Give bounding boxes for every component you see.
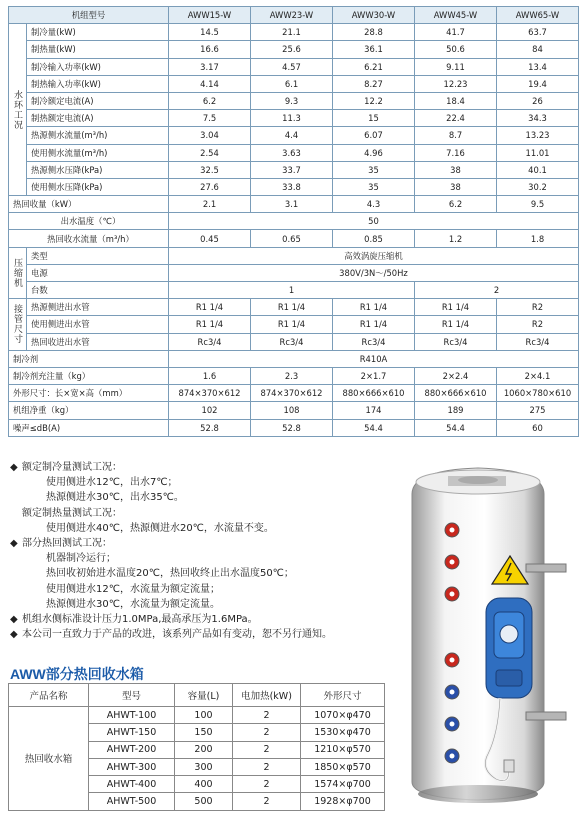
spec-value: 102 (169, 402, 251, 419)
spec-value: 高效涡旋压缩机 (169, 247, 579, 264)
row-label: 外形尺寸：长×宽×高（mm） (9, 385, 169, 402)
spec-value: 11.3 (251, 110, 333, 127)
row-label: 热回收进出水管 (27, 333, 169, 350)
note-line (10, 582, 410, 597)
spec-value: 2.1 (169, 196, 251, 213)
spec-value: 880×666×610 (415, 385, 497, 402)
spec-value: 4.96 (333, 144, 415, 161)
spec-value: 54.4 (415, 419, 497, 436)
note-text: 使用侧进水40℃，热源侧进水20℃，水流量不变。 (46, 522, 274, 534)
spec-row (9, 247, 579, 264)
spec-value: R1 1/4 (415, 299, 497, 316)
spec-value: 2×2.4 (415, 367, 497, 384)
water-tank-image (400, 464, 570, 812)
bullet-icon: ◆ (10, 629, 18, 641)
spec-value: 275 (497, 402, 579, 419)
spec-value: R1 1/4 (415, 316, 497, 333)
spec-value: 21.1 (251, 24, 333, 41)
spec-row (9, 75, 579, 92)
row-label: 制热额定电流(A) (27, 110, 169, 127)
spec-value: 8.27 (333, 75, 415, 92)
spec-row (9, 178, 579, 195)
row-label: 使用侧水流量(m³/h) (27, 144, 169, 161)
note-line (10, 627, 410, 642)
model-header-label: 机组型号 (9, 7, 169, 24)
spec-value: 9.11 (415, 58, 497, 75)
row-label: 热源侧水压降(kPa) (27, 161, 169, 178)
spec-value: R1 1/4 (333, 316, 415, 333)
tank-cell: AHWT-500 (89, 793, 175, 810)
model-header: AWW23-W (251, 7, 333, 24)
spec-value: 189 (415, 402, 497, 419)
note-text: 热源侧进水30℃，水流量为额定流量。 (46, 598, 220, 610)
note-text: 使用侧进水12℃，出水7℃； (46, 477, 178, 489)
tank-cell: 1070×φ470 (301, 707, 385, 724)
tank-row (9, 707, 385, 724)
spec-value: 16.6 (169, 41, 251, 58)
spec-value: 13.4 (497, 58, 579, 75)
spec-value: Rc3/4 (497, 333, 579, 350)
tank-cell: 200 (175, 741, 233, 758)
spec-value: 36.1 (333, 41, 415, 58)
spec-value: 3.1 (251, 196, 333, 213)
mount-bracket-bottom (526, 712, 566, 720)
tank-cell: 2 (233, 724, 301, 741)
spec-value: 6.1 (251, 75, 333, 92)
spec-value: 18.4 (415, 92, 497, 109)
spec-value: 28.8 (333, 24, 415, 41)
note-line (10, 551, 410, 566)
tank-cell: AHWT-150 (89, 724, 175, 741)
spec-value: 2×1.7 (333, 367, 415, 384)
spec-row (9, 7, 579, 24)
spec-value: 34.3 (497, 110, 579, 127)
spec-value: 14.5 (169, 24, 251, 41)
spec-row (9, 316, 579, 333)
spec-value: 0.65 (251, 230, 333, 247)
note-text: 额定制冷量测试工况： (22, 462, 122, 473)
spec-row (9, 333, 579, 350)
note-line (10, 597, 410, 612)
spec-row (9, 402, 579, 419)
row-label: 制冷剂充注量（kg） (9, 367, 169, 384)
note-text: 热源侧进水30℃，出水35℃。 (46, 492, 184, 504)
tank-header-row (9, 684, 385, 707)
thermostat-control-icon (486, 598, 532, 698)
spec-value: R1 1/4 (169, 299, 251, 316)
tank-header: 外形尺寸 (301, 684, 385, 707)
note-line (10, 490, 410, 505)
row-label: 使用侧水压降(kPa) (27, 178, 169, 195)
spec-value: 52.8 (251, 419, 333, 436)
spec-value: 12.23 (415, 75, 497, 92)
tank-cell: AHWT-400 (89, 776, 175, 793)
spec-value: R2 (497, 316, 579, 333)
row-label: 噪声≤dB(A) (9, 419, 169, 436)
row-label: 热回收水流量（m³/h） (9, 230, 169, 247)
spec-value: 4.3 (333, 196, 415, 213)
spec-value: 19.4 (497, 75, 579, 92)
spec-value: 50 (169, 213, 579, 230)
spec-value: 174 (333, 402, 415, 419)
spec-value: 0.45 (169, 230, 251, 247)
spec-value: 11.01 (497, 144, 579, 161)
spec-value: 50.6 (415, 41, 497, 58)
tank-cell: 1530×φ470 (301, 724, 385, 741)
spec-row (9, 127, 579, 144)
spec-value: 874×370×612 (169, 385, 251, 402)
tank-cell: 2 (233, 741, 301, 758)
tank-cell: 150 (175, 724, 233, 741)
spec-value: 1.6 (169, 367, 251, 384)
note-line (10, 475, 410, 490)
spec-value: R1 1/4 (169, 316, 251, 333)
row-label: 制冷量(kW) (27, 24, 169, 41)
tank-cell: 2 (233, 758, 301, 775)
tank-cell: 2 (233, 776, 301, 793)
note-text: 机器制冷运行； (46, 553, 116, 565)
tank-header: 产品名称 (9, 684, 89, 707)
tank-cell: 2 (233, 793, 301, 810)
spec-value: 9.5 (497, 196, 579, 213)
spec-value: 1.8 (497, 230, 579, 247)
tank-cell: 100 (175, 707, 233, 724)
spec-value: R1 1/4 (333, 299, 415, 316)
spec-value: 2 (415, 282, 579, 299)
model-header: AWW65-W (497, 7, 579, 24)
spec-value: 3.63 (251, 144, 333, 161)
spec-value: 54.4 (333, 419, 415, 436)
spec-value: 15 (333, 110, 415, 127)
tank-cell: 1574×φ700 (301, 776, 385, 793)
row-label: 热源侧水流量(m³/h) (27, 127, 169, 144)
tank-cell: AHWT-200 (89, 741, 175, 758)
spec-value: Rc3/4 (251, 333, 333, 350)
spec-value: 108 (251, 402, 333, 419)
spec-value: 38 (415, 161, 497, 178)
spec-value: 4.14 (169, 75, 251, 92)
tank-cell: 400 (175, 776, 233, 793)
spec-row (9, 264, 579, 281)
spec-value: 1 (169, 282, 415, 299)
spec-value: 60 (497, 419, 579, 436)
spec-value: 63.7 (497, 24, 579, 41)
tank-product-name: 热回收水箱 (9, 707, 89, 811)
spec-row (9, 282, 579, 299)
model-header: AWW30-W (333, 7, 415, 24)
row-label: 制冷剂 (9, 350, 169, 367)
spec-value: 32.5 (169, 161, 251, 178)
group-label-compressor: 压缩机 (9, 247, 27, 299)
spec-value: 26 (497, 92, 579, 109)
tank-cell: AHWT-100 (89, 707, 175, 724)
tank-cell: 300 (175, 758, 233, 775)
row-label: 制冷输入功率(kW) (27, 58, 169, 75)
spec-value: Rc3/4 (333, 333, 415, 350)
spec-value: 0.85 (333, 230, 415, 247)
note-line (10, 506, 410, 521)
spec-row (9, 196, 579, 213)
spec-value: 8.7 (415, 127, 497, 144)
row-label: 机组净重（kg） (9, 402, 169, 419)
bullet-icon: ◆ (10, 462, 18, 473)
note-line (10, 612, 410, 627)
note-text: 额定制热量测试工况： (22, 507, 122, 519)
group-label-pipes: 接管尺寸 (9, 299, 27, 351)
spec-value: R410A (169, 350, 579, 367)
spec-row (9, 110, 579, 127)
spec-value: 1060×780×610 (497, 385, 579, 402)
spec-value: Rc3/4 (169, 333, 251, 350)
spec-value: 7.16 (415, 144, 497, 161)
row-label: 热源侧进出水管 (27, 299, 169, 316)
spec-value: 33.7 (251, 161, 333, 178)
note-text: 热回收初始进水温度20℃，热回收终止出水温度50℃； (46, 568, 294, 580)
spec-row (9, 367, 579, 384)
spec-value: 3.17 (169, 58, 251, 75)
spec-value: R1 1/4 (251, 299, 333, 316)
spec-table (8, 6, 579, 437)
spec-value: 27.6 (169, 178, 251, 195)
row-label: 制冷额定电流(A) (27, 92, 169, 109)
spec-row (9, 24, 579, 41)
spec-value: 12.2 (333, 92, 415, 109)
spec-value: 874×370×612 (251, 385, 333, 402)
row-label: 出水温度（℃） (9, 213, 169, 230)
spec-value: 380V/3N～/50Hz (169, 264, 579, 281)
spec-row (9, 213, 579, 230)
spec-value: 6.07 (333, 127, 415, 144)
tank-bottom-cap (418, 785, 538, 803)
tank-cell: 1850×φ570 (301, 758, 385, 775)
bullet-icon: ◆ (10, 538, 18, 550)
tank-cell: 500 (175, 793, 233, 810)
spec-value: 6.2 (169, 92, 251, 109)
spec-value: 13.23 (497, 127, 579, 144)
tank-header: 型号 (89, 684, 175, 707)
spec-value: 40.1 (497, 161, 579, 178)
row-label: 电源 (27, 264, 169, 281)
spec-value: 6.2 (415, 196, 497, 213)
spec-row (9, 385, 579, 402)
spec-value: 35 (333, 161, 415, 178)
row-label: 使用侧进出水管 (27, 316, 169, 333)
model-header: AWW45-W (415, 7, 497, 24)
tank-cell: AHWT-300 (89, 758, 175, 775)
note-text: 本公司一直致力于产品的改进，该系列产品如有变动，恕不另行通知。 (22, 629, 332, 641)
spec-row (9, 144, 579, 161)
note-line (10, 536, 410, 551)
note-text: 机组水侧标准设计压力1.0MPa,最高承压为1.6MPa。 (22, 614, 258, 626)
row-label: 制热量(kW) (27, 41, 169, 58)
tank-cell: 2 (233, 707, 301, 724)
spec-value: 1.2 (415, 230, 497, 247)
tank-table (8, 683, 385, 811)
group-label-water: 水环工况 (9, 24, 27, 196)
spec-value: 2.54 (169, 144, 251, 161)
note-line (10, 460, 410, 475)
spec-value: 9.3 (251, 92, 333, 109)
spec-value: 880×666×610 (333, 385, 415, 402)
spec-value: 2.3 (251, 367, 333, 384)
spec-value: 25.6 (251, 41, 333, 58)
spec-value: 35 (333, 178, 415, 195)
spec-value: 30.2 (497, 178, 579, 195)
spec-value: 33.8 (251, 178, 333, 195)
spec-value: Rc3/4 (415, 333, 497, 350)
tank-header: 容量(L) (175, 684, 233, 707)
note-line (10, 566, 410, 581)
spec-value: 7.5 (169, 110, 251, 127)
spec-value: 41.7 (415, 24, 497, 41)
tank-cell: 1210×φ570 (301, 741, 385, 758)
spec-row (9, 41, 579, 58)
note-text: 部分热回测试工况： (22, 538, 112, 550)
spec-value: 3.04 (169, 127, 251, 144)
mount-bracket-top (526, 564, 566, 572)
spec-value: R1 1/4 (251, 316, 333, 333)
spec-row (9, 350, 579, 367)
note-line (10, 521, 410, 536)
test-conditions-notes (10, 460, 410, 642)
tank-cell: 1928×φ700 (301, 793, 385, 810)
spec-value: R2 (497, 299, 579, 316)
bullet-icon: ◆ (10, 614, 18, 626)
spec-row (9, 92, 579, 109)
spec-value: 4.4 (251, 127, 333, 144)
spec-row (9, 230, 579, 247)
spec-value: 52.8 (169, 419, 251, 436)
tank-section-title: AWW部分热回收水箱 (10, 666, 144, 682)
spec-row (9, 161, 579, 178)
tank-header: 电加热(kW) (233, 684, 301, 707)
spec-value: 22.4 (415, 110, 497, 127)
row-label: 类型 (27, 247, 169, 264)
row-label: 制热输入功率(kW) (27, 75, 169, 92)
row-label: 台数 (27, 282, 169, 299)
spec-row (9, 419, 579, 436)
note-text: 使用侧进水12℃，水流量为额定流量； (46, 583, 220, 595)
plug-icon (504, 760, 514, 772)
spec-value: 84 (497, 41, 579, 58)
row-label: 热回收量（kW） (9, 196, 169, 213)
spec-value: 6.21 (333, 58, 415, 75)
spec-row (9, 299, 579, 316)
model-header: AWW15-W (169, 7, 251, 24)
spec-value: 2×4.1 (497, 367, 579, 384)
spec-row (9, 58, 579, 75)
spec-value: 4.57 (251, 58, 333, 75)
spec-value: 38 (415, 178, 497, 195)
